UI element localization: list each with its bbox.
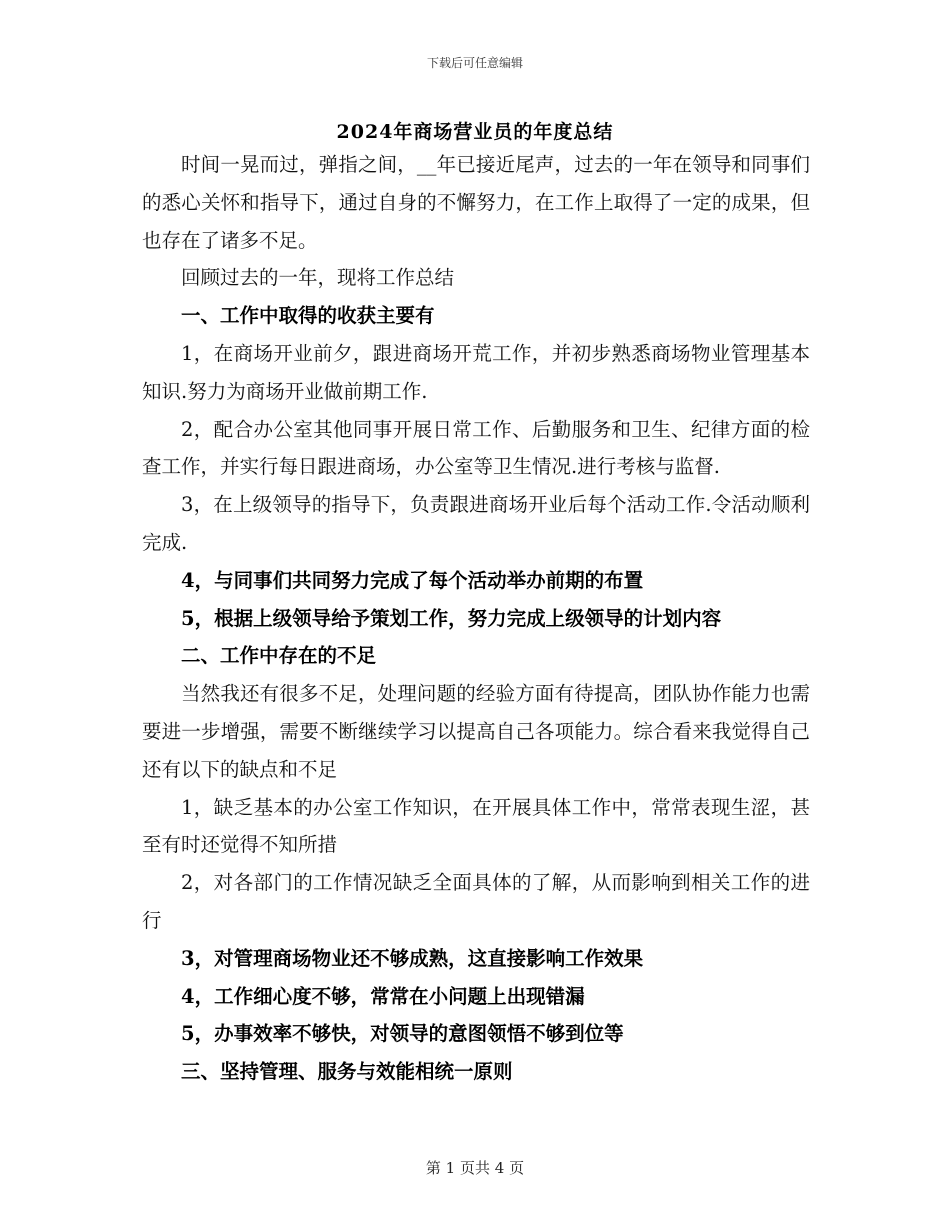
paragraph: 1，缺乏基本的办公室工作知识，在开展具体工作中，常常表现生涩，甚至有时还觉得不知所措: [142, 795, 810, 857]
paragraph: 4，与同事们共同努力完成了每个活动举办前期的布置: [181, 568, 644, 592]
section-heading: 一、工作中取得的收获主要有: [181, 304, 435, 328]
paragraph: 回顾过去的一年，现将工作总结: [181, 266, 455, 290]
paragraph: 5，根据上级领导给予策划工作，努力完成上级领导的计划内容: [181, 606, 722, 630]
paragraph: 当然我还有很多不足，处理问题的经验方面有待提高，团队协作能力也需要进一步增强，需要不断继续学习以提高自己各项能力。综合看来我觉得自己还有以下的缺点和不足: [142, 682, 810, 781]
paragraph: 3，对管理商场物业还不够成熟，这直接影响工作效果: [181, 946, 644, 970]
page-number: 第 1 页共 4 页: [425, 1159, 525, 1177]
section-heading: 二、工作中存在的不足: [181, 644, 377, 668]
document-title: 2024年商场营业员的年度总结: [336, 121, 614, 143]
section-heading: 三、坚持管理、服务与效能相统一原则: [181, 1060, 513, 1084]
paragraph: 1，在商场开业前夕，跟进商场开荒工作，并初步熟悉商场物业管理基本知识.努力为商场开业做前期工作.: [142, 341, 810, 403]
paragraph: 3，在上级领导的指导下，负责跟进商场开业后每个活动工作.令活动顺利完成.: [142, 493, 810, 554]
paragraph: 时间一晃而过，弹指之间，__年已接近尾声，过去的一年在领导和同事们的悉心关怀和指导下，通过自身的不懈努力，在工作上取得了一定的成果，但也存在了诸多不足。: [142, 153, 810, 252]
paragraph: 2，对各部门的工作情况缺乏全面具体的了解，从而影响到相关工作的进行: [142, 871, 810, 932]
paragraph: 2，配合办公室其他同事开展日常工作、后勤服务和卫生、纪律方面的检查工作，并实行每日跟进商场，办公室等卫生情况.进行考核与监督.: [142, 417, 810, 479]
paragraph: 5，办事效率不够快，对领导的意图领悟不够到位等: [181, 1022, 624, 1046]
document-body: [142, 146, 810, 1091]
paragraph: 4，工作细心度不够，常常在小问题上出现错漏: [181, 984, 585, 1008]
header-note: 下载后可任意编辑: [426, 56, 523, 70]
